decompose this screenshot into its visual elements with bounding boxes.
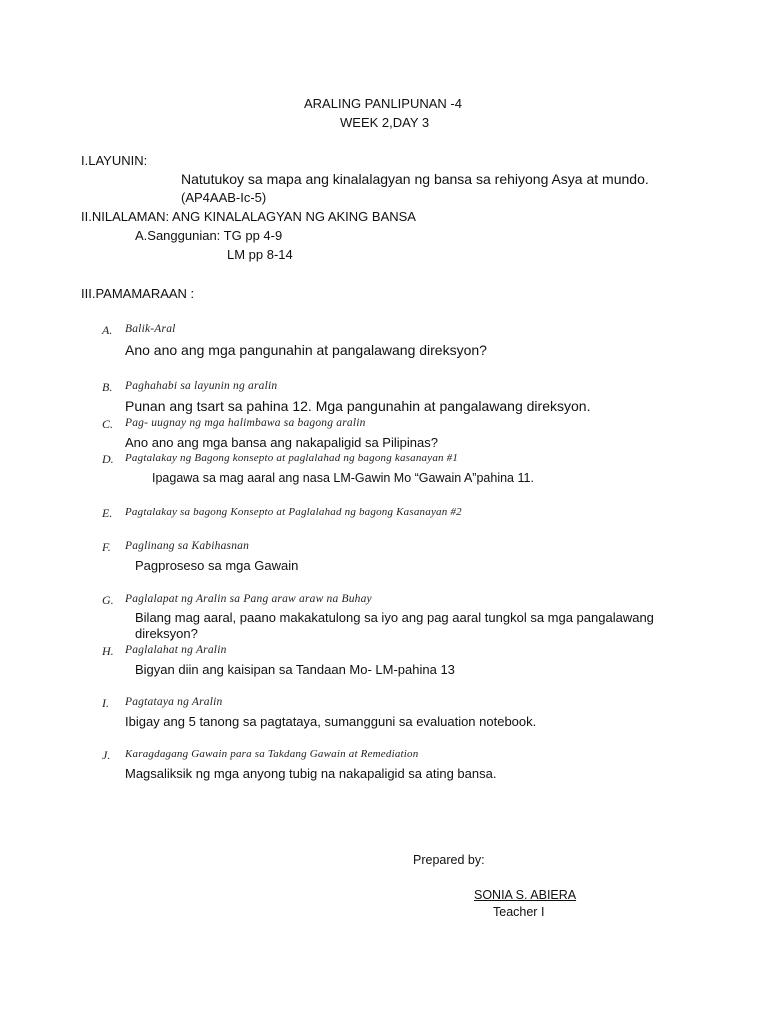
item-j-title: Karagdagang Gawain para sa Takdang Gawain at Remediation [125, 748, 419, 760]
document-title: ARALING PANLIPUNAN -4 [304, 96, 462, 111]
layunin-line1: Natutukoy sa mapa ang kinalalagyan ng bansa sa rehiyong Asya at mundo. [181, 171, 649, 187]
item-b-body: Punan ang tsart sa pahina 12. Mga pangunahin at pangalawang direksyon. [125, 398, 591, 414]
item-g-title: Paglalapat ng Aralin sa Pang araw araw na Buhay [125, 593, 372, 605]
document-week: WEEK 2,DAY 3 [340, 115, 430, 130]
item-a-letter: A. [102, 323, 113, 337]
item-c-body: Ano ano ang mga bansa ang nakapaligid sa Pilipinas? [125, 435, 438, 450]
item-i-title: Pagtataya ng Aralin [125, 696, 223, 708]
item-a-title: Balik-Aral [125, 323, 176, 335]
item-d-body: Ipagawa sa mag aaral ang nasa LM-Gawin Mo “Gawain A”pahina 11. [152, 471, 534, 485]
item-g-letter: G. [102, 593, 114, 607]
layunin-line2: (AP4AAB-Ic-5) [181, 190, 267, 205]
sanggunian-line: A.Sanggunian: TG pp 4-9 [135, 228, 283, 243]
preparer-name: SONIA S. ABIERA [474, 888, 577, 902]
item-e-letter: E. [102, 506, 113, 520]
item-h-body: Bigyan diin ang kaisipan sa Tandaan Mo- LM-pahina 13 [135, 662, 455, 677]
item-g-body-line1: Bilang mag aaral, paano makakatulong sa iyo ang pag aaral tungkol sa mga pangalawang [135, 610, 654, 625]
item-j-body: Magsaliksik ng mga anyong tubig na nakapaligid sa ating bansa. [125, 766, 497, 781]
item-i-letter: I. [102, 696, 109, 710]
pamamaraan-heading: III.PAMAMARAAN : [81, 286, 195, 301]
item-b-title: Paghahabi sa layunin ng aralin [125, 380, 278, 392]
nilalaman-heading: II.NILALAMAN: ANG KINALALAGYAN NG AKING BANSA [81, 209, 416, 224]
item-c-letter: C. [102, 417, 114, 431]
item-d-letter: D. [102, 452, 114, 466]
item-e-title: Pagtalakay sa bagong Konsepto at Paglalahad ng bagong Kasanayan #2 [125, 506, 462, 518]
layunin-heading: I.LAYUNIN: [81, 153, 148, 168]
item-f-letter: F. [102, 540, 111, 554]
item-g-body-line2: direksyon? [135, 626, 198, 641]
item-a-body: Ano ano ang mga pangunahin at pangalawang direksyon? [125, 342, 487, 358]
item-c-title: Pag- uugnay ng mga halimbawa sa bagong aralin [125, 417, 366, 429]
item-f-body: Pagproseso sa mga Gawain [135, 558, 299, 573]
item-i-body: Ibigay ang 5 tanong sa pagtataya, sumangguni sa evaluation notebook. [125, 714, 537, 729]
item-h-letter: H. [102, 644, 114, 658]
lm-line: LM pp 8-14 [227, 247, 293, 262]
item-b-letter: B. [102, 380, 113, 394]
item-j-letter: J. [102, 748, 111, 762]
item-d-title: Pagtalakay ng Bagong konsepto at paglalahad ng bagong kasanayan #1 [125, 452, 459, 464]
preparer-position: Teacher I [493, 905, 545, 919]
prepared-by-label: Prepared by: [413, 853, 485, 867]
item-h-title: Paglalahat ng Aralin [125, 644, 227, 656]
item-f-title: Paglinang sa Kabihasnan [125, 540, 250, 552]
